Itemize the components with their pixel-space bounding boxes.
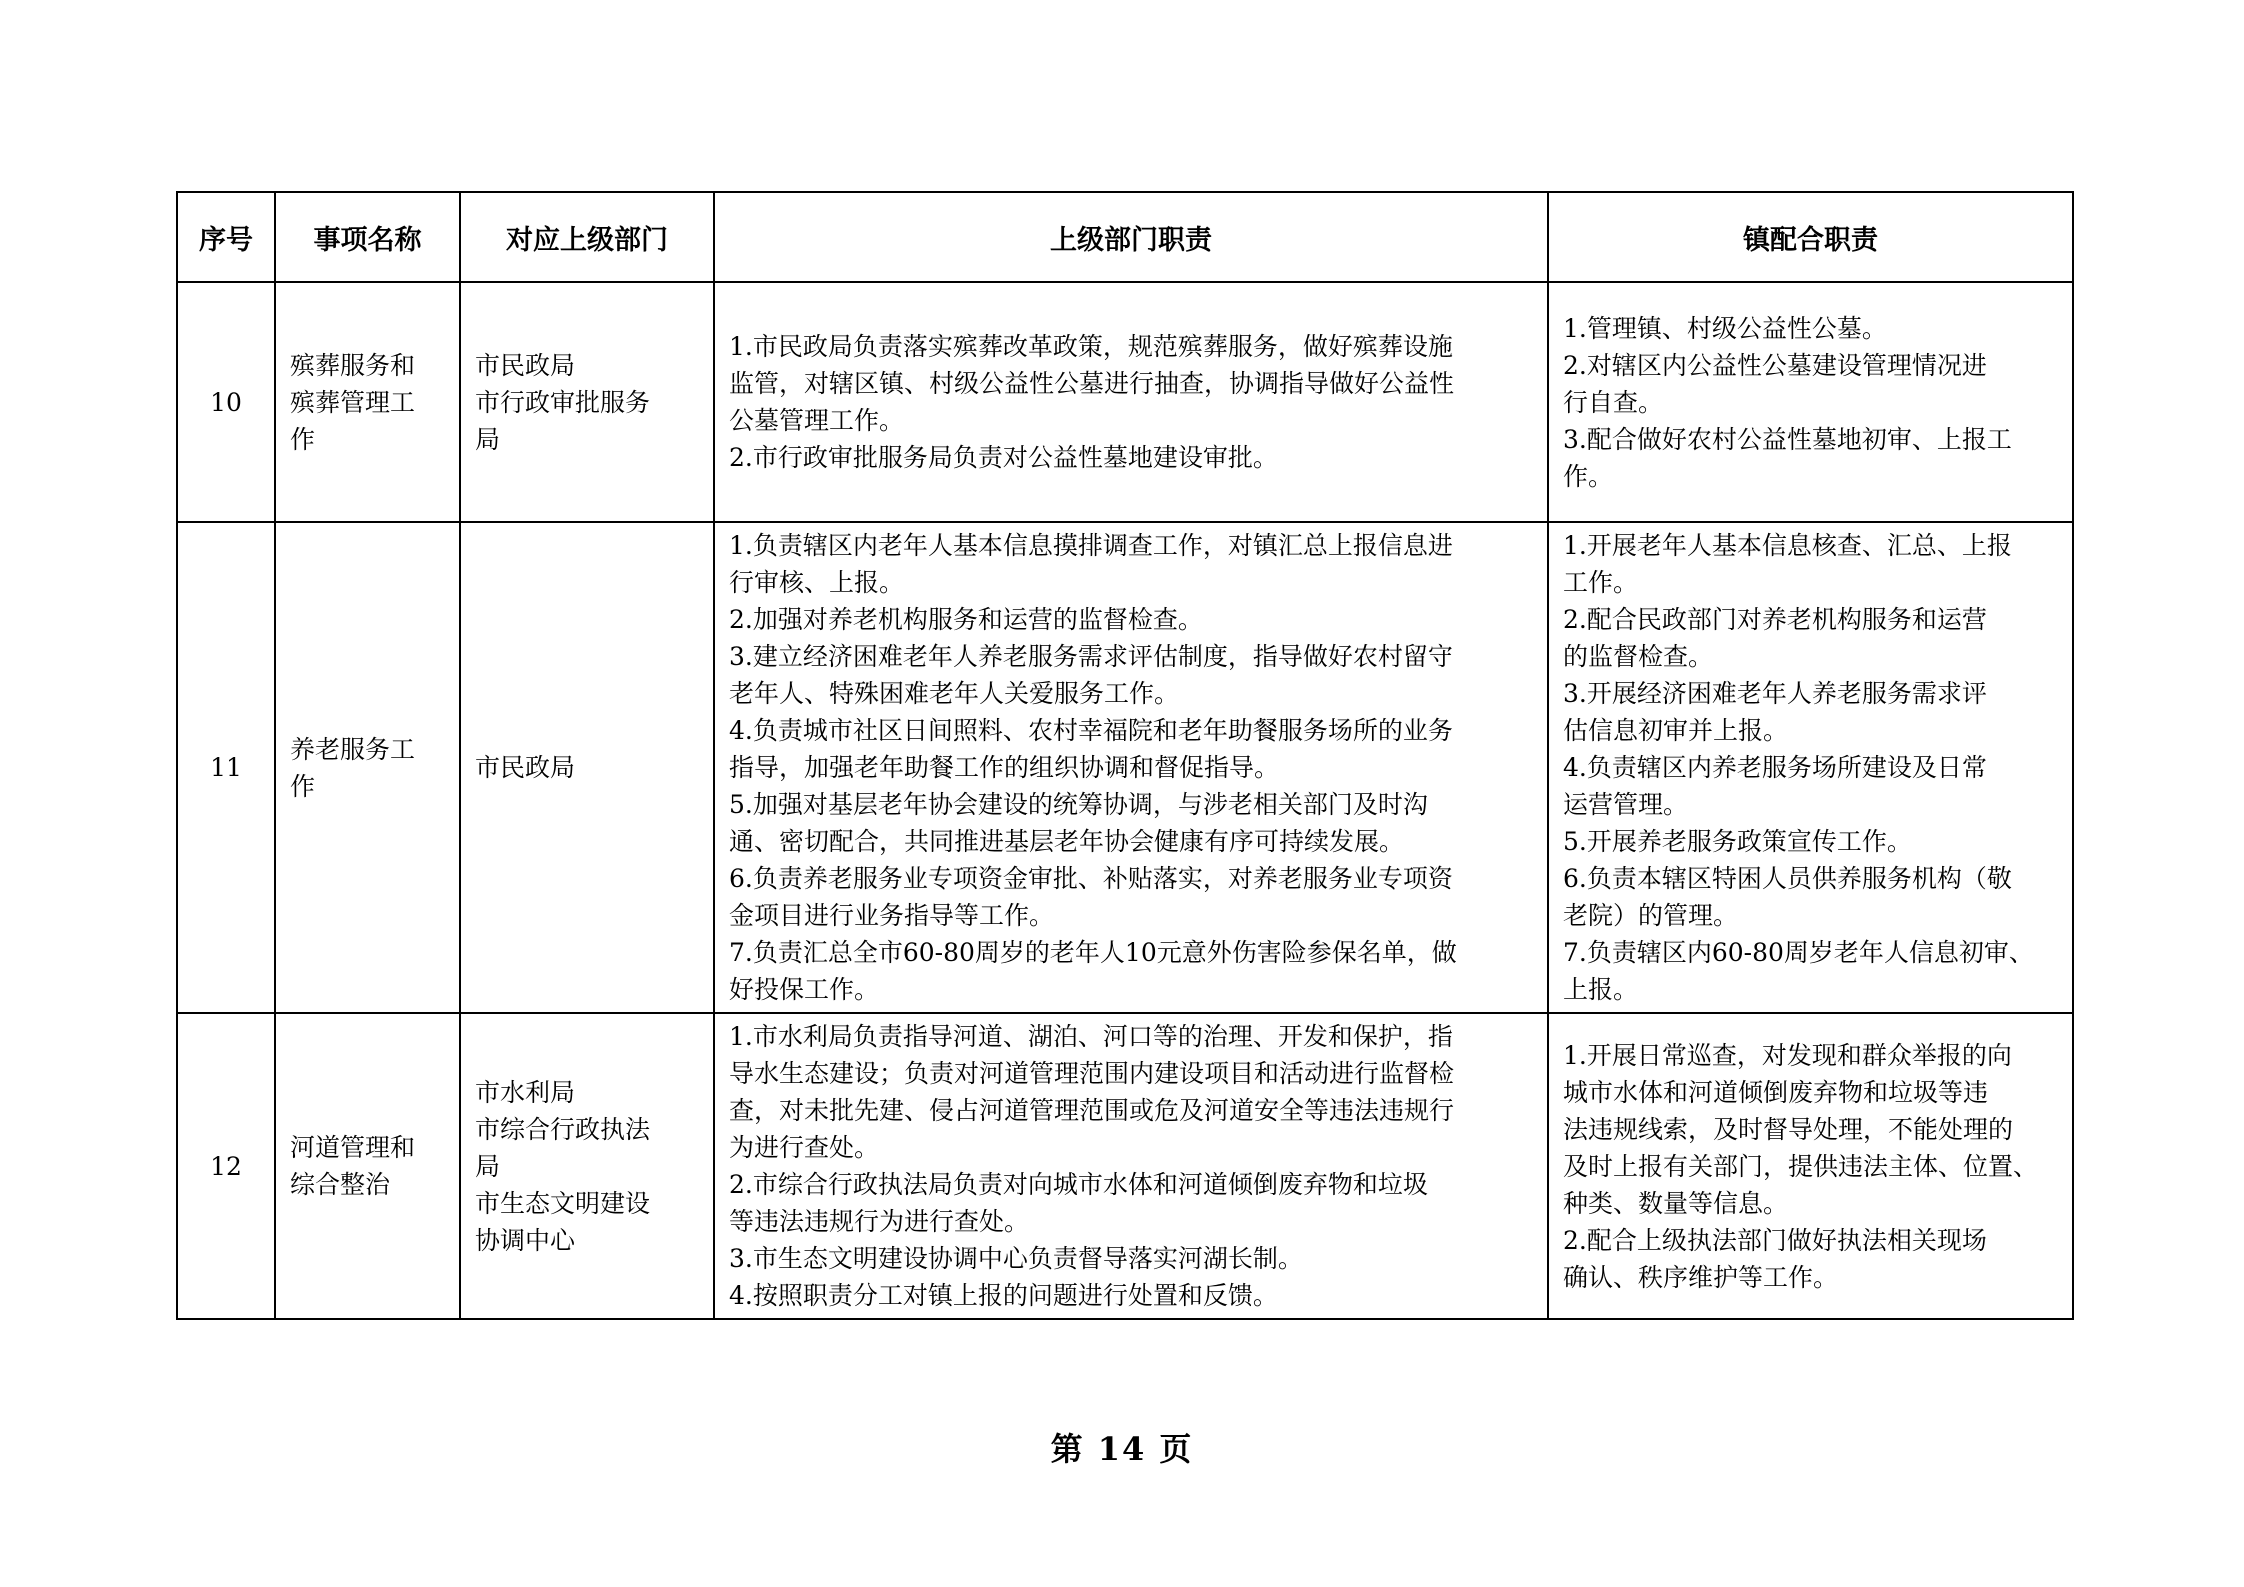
cell-line: 指导，加强老年助餐工作的组织协调和督促指导。 [729, 753, 1280, 782]
page-number: 第 14 页 [1050, 1430, 1194, 1468]
cell-line: 2.配合上级执法部门做好执法相关现场 [1563, 1225, 1987, 1255]
cell-line: 3.市生态文明建设协调中心负责督导落实河湖长制。 [729, 1244, 1303, 1273]
cell-line: 查，对未批先建、侵占河道管理范围或危及河道安全等违法违规行 [729, 1096, 1455, 1125]
table-row [177, 1013, 2073, 1319]
cell-line: 殡葬服务和 [290, 350, 416, 380]
table-row [177, 522, 2073, 1013]
cell-seq: 11 [177, 522, 275, 1013]
header-town-duty: 镇配合职责 [1548, 192, 2073, 282]
cell-line: 河道管理和 [290, 1133, 416, 1162]
cell-line: 3.配合做好农村公益性墓地初审、上报工 [1563, 424, 2012, 454]
cell-line: 老年人、特殊困难老年人关爱服务工作。 [729, 679, 1180, 708]
cell-line: 7.负责辖区内60-80周岁老年人信息初审、 [1563, 938, 2034, 967]
cell-line: 2.加强对养老机构服务和运营的监督检查。 [729, 605, 1203, 634]
cell-line: 6.负责本辖区特困人员供养服务机构（敬 [1563, 864, 2012, 893]
cell-superior-dept [460, 1013, 714, 1319]
cell-item-name [275, 1013, 460, 1319]
cell-line: 1.开展老年人基本信息核查、汇总、上报 [1563, 531, 2012, 560]
cell-line: 的监督检查。 [1563, 642, 1714, 671]
cell-line: 金项目进行业务指导等工作。 [729, 901, 1055, 930]
cell-line: 为进行查处。 [729, 1133, 880, 1162]
cell-line: 市水利局 [475, 1077, 576, 1107]
cell-line: 等违法违规行为进行查处。 [729, 1207, 1030, 1236]
cell-line: 1.市民政局负责落实殡葬改革政策，规范殡葬服务，做好殡葬设施 [729, 332, 1453, 361]
header-item-name: 事项名称 [275, 192, 460, 282]
cell-line: 市综合行政执法 [475, 1114, 651, 1144]
cell-line: 2.对辖区内公益性公墓建设管理情况进 [1563, 350, 1987, 380]
cell-item-name [275, 282, 460, 522]
cell-town-duty [1548, 522, 2073, 1013]
cell-line: 1.负责辖区内老年人基本信息摸排调查工作，对镇汇总上报信息进 [729, 531, 1453, 560]
cell-line: 4.负责城市社区日间照料、农村幸福院和老年助餐服务场所的业务 [729, 716, 1453, 745]
cell-line: 3.建立经济困难老年人养老服务需求评估制度，指导做好农村留守 [729, 642, 1453, 671]
cell-line: 行审核、上报。 [729, 568, 905, 597]
cell-line: 确认、秩序维护等工作。 [1563, 1262, 1839, 1292]
cell-line: 6.负责养老服务业专项资金审批、补贴落实，对养老服务业专项资 [729, 864, 1453, 893]
cell-superior-duty [714, 282, 1548, 522]
cell-line: 市行政审批服务 [475, 387, 651, 417]
cell-line: 好投保工作。 [729, 975, 880, 1004]
cell-line: 5.开展养老服务政策宣传工作。 [1563, 827, 1912, 856]
cell-line: 工作。 [1563, 568, 1639, 597]
cell-superior-duty [714, 1013, 1548, 1319]
cell-line: 1.开展日常巡查，对发现和群众举报的向 [1563, 1040, 2012, 1070]
header-seq: 序号 [177, 192, 275, 282]
cell-line: 上报。 [1563, 975, 1639, 1004]
cell-line: 4.按照职责分工对镇上报的问题进行处置和反馈。 [729, 1281, 1278, 1310]
cell-line: 老院）的管理。 [1563, 901, 1739, 930]
cell-line: 4.负责辖区内养老服务场所建设及日常 [1563, 753, 1987, 782]
cell-line: 殡葬管理工 [290, 387, 416, 417]
cell-line: 行自查。 [1563, 387, 1664, 417]
cell-line: 通、密切配合，共同推进基层老年协会健康有序可持续发展。 [729, 827, 1405, 856]
cell-line: 作 [290, 771, 316, 801]
cell-seq: 12 [177, 1013, 275, 1319]
cell-line: 作 [290, 424, 316, 454]
cell-line: 种类、数量等信息。 [1563, 1188, 1789, 1218]
table-header-row [177, 192, 2073, 282]
cell-line: 市民政局 [475, 753, 576, 782]
cell-line: 1.管理镇、村级公益性公墓。 [1563, 313, 1887, 343]
cell-line: 5.加强对基层老年协会建设的统筹协调，与涉老相关部门及时沟 [729, 790, 1428, 819]
cell-line: 2.市行政审批服务局负责对公益性墓地建设审批。 [729, 443, 1278, 472]
cell-line: 局 [475, 424, 501, 454]
cell-line: 导水生态建设；负责对河道管理范围内建设项目和活动进行监督检 [729, 1059, 1455, 1088]
cell-line: 3.开展经济困难老年人养老服务需求评 [1563, 679, 1987, 708]
cell-town-duty [1548, 1013, 2073, 1319]
cell-line: 2.配合民政部门对养老机构服务和运营 [1563, 605, 1987, 634]
cell-line: 1.市水利局负责指导河道、湖泊、河口等的治理、开发和保护，指 [729, 1022, 1453, 1051]
cell-line: 市生态文明建设 [475, 1188, 651, 1218]
cell-seq: 10 [177, 282, 275, 522]
cell-line: 局 [475, 1151, 501, 1181]
cell-line: 及时上报有关部门，提供违法主体、位置、 [1563, 1151, 2039, 1181]
cell-line: 协调中心 [475, 1225, 576, 1255]
table-row [177, 282, 2073, 522]
cell-line: 估信息初审并上报。 [1563, 716, 1789, 745]
cell-line: 城市水体和河道倾倒废弃物和垃圾等违 [1563, 1077, 1989, 1107]
cell-line: 市民政局 [475, 350, 576, 380]
cell-line: 养老服务工 [290, 734, 416, 764]
cell-line: 2.市综合行政执法局负责对向城市水体和河道倾倒废弃物和垃圾 [729, 1170, 1428, 1199]
cell-superior-duty [714, 522, 1548, 1013]
cell-line: 公墓管理工作。 [729, 406, 905, 435]
cell-superior-dept [460, 522, 714, 1013]
header-superior-duty: 上级部门职责 [714, 192, 1548, 282]
cell-line: 监管，对辖区镇、村级公益性公墓进行抽查，协调指导做好公益性 [729, 369, 1455, 398]
cell-line: 运营管理。 [1563, 790, 1689, 819]
cell-line: 作。 [1563, 461, 1614, 491]
header-superior-dept: 对应上级部门 [460, 192, 714, 282]
cell-town-duty [1548, 282, 2073, 522]
cell-line: 7.负责汇总全市60-80周岁的老年人10元意外伤害险参保名单，做 [729, 938, 1457, 967]
cell-line: 法违规线索，及时督导处理，不能处理的 [1563, 1114, 2014, 1144]
duty-table [176, 191, 2074, 1320]
cell-line: 综合整治 [290, 1170, 391, 1199]
cell-item-name [275, 522, 460, 1013]
cell-superior-dept [460, 282, 714, 522]
